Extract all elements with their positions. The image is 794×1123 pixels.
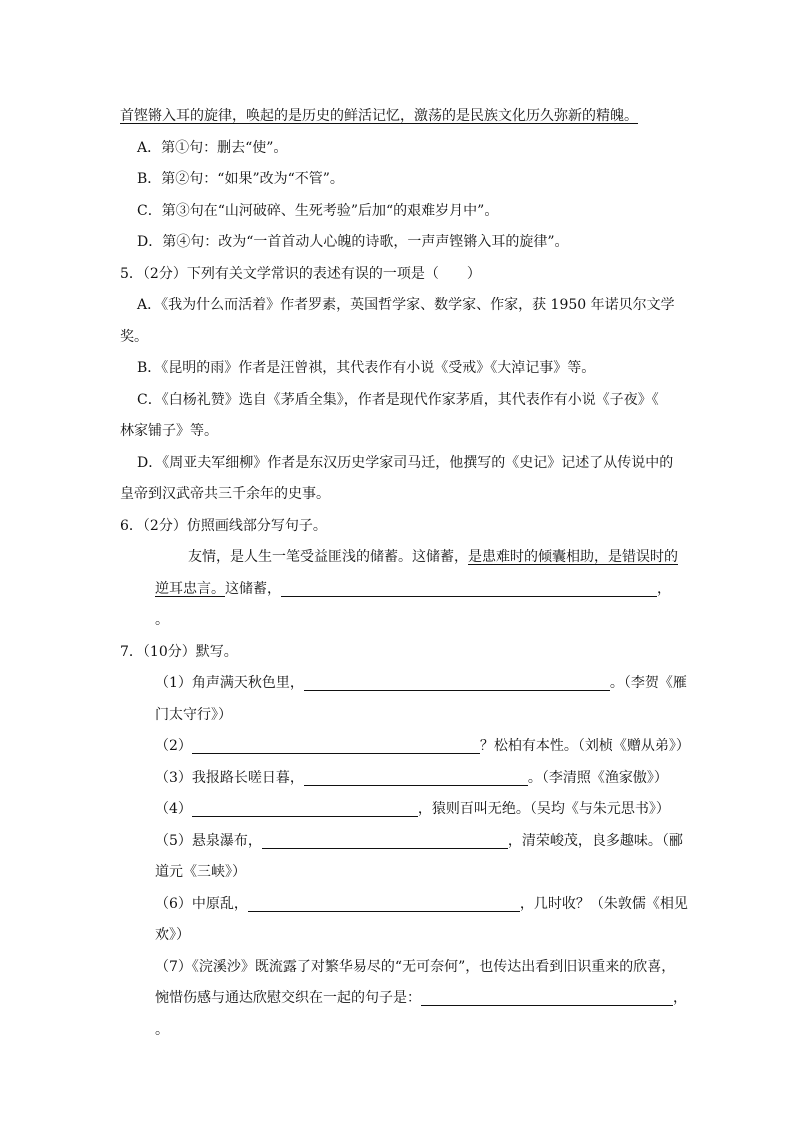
q6-line2-underlined: 逆耳忠言。 — [155, 580, 225, 597]
q7-item5-post: ，清荣峻茂，良多趣味。（郦 — [507, 832, 683, 849]
q7-item-6 — [120, 889, 688, 921]
q7-item1-pre: （1）角声满天秋色里， — [155, 675, 304, 691]
q7-item6-post: ，几时收？（朱敦儒《相见 — [519, 895, 688, 912]
q6-comma: ， — [657, 580, 671, 597]
q7-item1-cont: 门太守行》） — [155, 706, 232, 723]
q4-option-d: D．第④句：改为“一首首动人心魄的诗歌，一声声铿锵入耳的旋律”。 — [137, 234, 569, 250]
q7-stem: 7．（10分）默写。 — [120, 643, 238, 660]
q7-item1-post: 。（李贺《雁 — [609, 675, 687, 691]
q7-item4-blank[interactable] — [192, 800, 418, 817]
q7-item3-post: 。（李清照《渔家傲》） — [527, 769, 668, 786]
q6-line2-text: 这储蓄， — [225, 580, 281, 597]
q7-item-7-line1: （7）《浣溪沙》既流露了对繁华易尽的“无可奈何”，也传达出看到旧识重来的欣喜， — [155, 958, 676, 975]
q7-item5-blank[interactable] — [262, 832, 508, 849]
q4-option-a: A．第①句：删去“使”。 — [137, 139, 288, 156]
q5-option-d-line2: 皇帝到汉武帝共三千余年的史事。 — [120, 486, 330, 502]
q4-underlined-sentence — [120, 101, 676, 133]
q7-item-3 — [120, 763, 676, 795]
q7-item3-blank[interactable] — [304, 769, 528, 786]
q7-item7-blank[interactable] — [421, 989, 673, 1006]
q7-item5-cont: 道元《三峡》） — [155, 864, 246, 880]
q7-item6-blank[interactable] — [248, 895, 520, 912]
q7-item-4 — [120, 794, 676, 826]
q6-passage-line1 — [120, 542, 676, 574]
q6-line1-underlined: 是患难时的倾囊相助，是错误时的 — [468, 549, 678, 565]
q7-item6-pre: （6）中原乱， — [155, 895, 248, 912]
q7-item-7-line2 — [120, 983, 687, 1015]
q7-item5-pre: （5）悬泉瀑布， — [155, 832, 262, 849]
q7-item7-pre: 惋惜伤感与通达欣慰交织在一起的句子是： — [155, 990, 421, 1006]
q5-option-d-line1: D．《周亚夫军细柳》作者是东汉历史学家司马迁，他撰写的《史记》记述了从传说中的 — [137, 454, 674, 471]
q7-item-2 — [120, 731, 690, 763]
page-content — [120, 101, 690, 1046]
q7-item7-comma: ， — [673, 990, 687, 1006]
q5-option-c-line1: C．《白杨礼赞》选自《茅盾全集》，作者是现代作家茅盾，其代表作有小说《子夜》《 — [137, 391, 659, 408]
q4-sentence-text: 首铿锵入耳的旋律，唤起的是历史的鲜活记忆，激荡的是民族文化历久弥新的精魄。 — [120, 108, 638, 124]
q5-option-c-line2: 林家铺子》等。 — [120, 423, 218, 439]
q5-stem: 5．（2分）下列有关文学常识的表述有误的一项是（ ） — [120, 265, 481, 282]
q4-option-c: C．第③句在“山河破碎、生死考验”后加“的艰难岁月中”。 — [137, 202, 499, 219]
q7-item7-end: 。 — [155, 1021, 169, 1038]
q7-item2-post: ？松柏有本性。（刘桢《赠从弟》） — [479, 738, 690, 754]
q7-item2-blank[interactable] — [192, 737, 480, 754]
q7-item1-blank[interactable] — [304, 674, 610, 691]
q7-item-5 — [120, 826, 683, 858]
q7-item4-pre: （4） — [155, 801, 192, 817]
q7-item3-pre: （3）我报路长嗟日暮， — [155, 769, 304, 786]
q7-item-1 — [120, 668, 687, 700]
q6-line1-text: 友情，是人生一笔受益匪浅的储蓄。这储蓄， — [188, 549, 468, 565]
q6-passage-line2 — [120, 574, 676, 606]
q6-period-line: 。 — [155, 612, 169, 628]
q5-option-a-line2: 奖。 — [120, 328, 148, 345]
q5-option-a-line1: A．《我为什么而活着》作者罗素，英国哲学家、数学家、作家，获 1950 年诺贝尔文学 — [137, 297, 675, 313]
q7-item4-post: ，猿则百叫无绝。（吴均《与朱元思书》） — [417, 801, 670, 817]
q5-option-b: B．《昆明的雨》作者是汪曾祺，其代表作有小说《受戒》《大淖记事》等。 — [137, 360, 596, 376]
q7-item2-pre: （2） — [155, 738, 192, 754]
q6-answer-blank[interactable] — [281, 580, 657, 597]
q6-stem: 6．（2分）仿照画线部分写句子。 — [120, 517, 327, 534]
q7-item6-cont: 欢》） — [155, 927, 190, 943]
q4-option-b: B．第②句：“如果”改为“不管”。 — [137, 171, 344, 187]
